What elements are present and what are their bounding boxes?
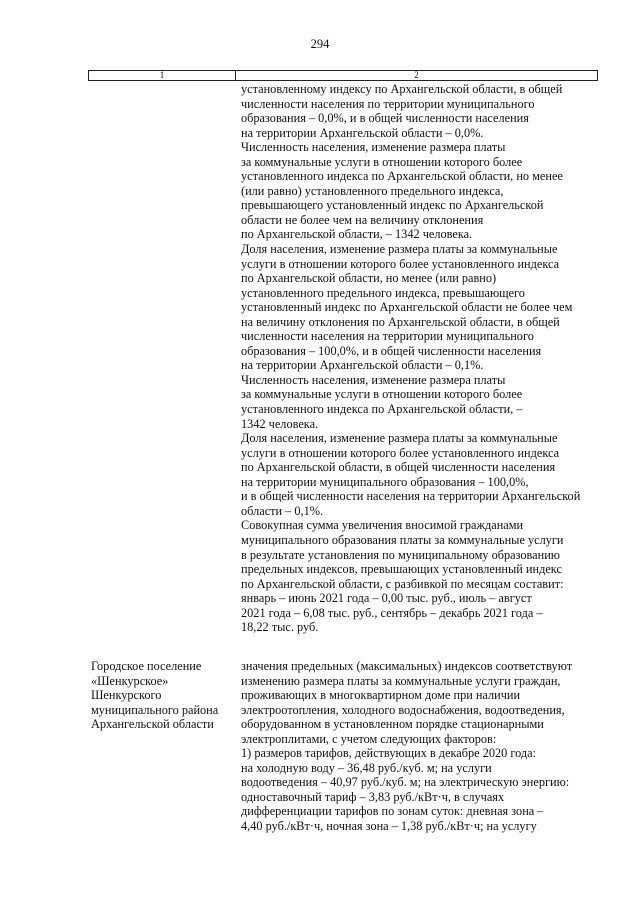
text-line: установленному индексу по Архангельской области, в общей	[241, 82, 563, 96]
text-line: области – 0,1%.	[241, 503, 324, 518]
text-line: по Архангельской области, – 1342 человека.	[241, 227, 473, 242]
text-line: одноставочный тариф – 3,83 руб./кВт·ч, в случаях	[241, 789, 505, 804]
text-line: электроплитами, с учетом следующих факторов:	[241, 731, 497, 746]
text-line: 1342 человека.	[241, 416, 319, 431]
text-line: услуги в отношении которого более установленного индекса	[241, 256, 560, 271]
text-line: 4,40 руб./кВт·ч, ночная зона – 1,38 руб./кВт·ч; на услугу	[241, 819, 537, 834]
text-line: на территории Архангельской области – 0,0%.	[241, 125, 484, 140]
text-line: январь – июнь 2021 года – 0,00 тыс. руб., июль – август	[241, 591, 532, 606]
municipality-line: Архангельской области	[91, 717, 214, 732]
column-number-1: 1	[89, 71, 236, 80]
text-line: образования – 0,0%, и в общей численности населения	[241, 111, 529, 126]
text-line: Доля населения, изменение размера платы за коммунальные	[241, 242, 558, 257]
text-line: водоотведения – 40,97 руб./куб. м; на электрическую энергию:	[241, 775, 570, 790]
text-line: на территории Архангельской области – 0,1%.	[241, 358, 484, 373]
text-line: численности населения по территории муниципального	[241, 96, 535, 111]
text-line: в результате установления по муниципальному образованию	[241, 547, 560, 562]
text-line: по Архангельской области, но менее (или равно)	[241, 271, 497, 286]
text-line: проживающих в многоквартирном доме при наличии	[241, 688, 521, 703]
text-line: оборудованном в установленном порядке стационарными	[241, 717, 544, 732]
text-line: области не более чем на величину отклонения	[241, 212, 484, 227]
text-line: установленного предельного индекса, превышающего	[241, 285, 525, 300]
text-line: изменению размера платы за коммунальные услуги граждан,	[241, 673, 561, 688]
continuation-text-block	[241, 82, 601, 635]
text-line: электроотопления, холодного водоснабжения, водоотведения,	[241, 702, 565, 717]
text-line: Доля населения, изменение размера платы за коммунальные	[241, 431, 558, 446]
municipality-line: муниципального района	[91, 702, 219, 717]
text-line: по Архангельской области, в общей численности населения	[241, 460, 556, 475]
text-line: за коммунальные услуги в отношении которого более	[241, 387, 523, 402]
text-line: 2021 года – 6,08 тыс. руб., сентябрь – декабрь 2021 года –	[241, 605, 543, 620]
municipality-description	[241, 659, 601, 834]
text-line: по Архангельской области, с разбивкой по месяцам составит:	[241, 576, 564, 591]
text-line: (или равно) установленного предельного индекса,	[241, 183, 504, 198]
text-line: Численность населения, изменение размера платы	[241, 140, 506, 155]
text-line: Совокупная сумма увеличения вносимой гражданами	[241, 518, 524, 533]
text-line: за коммунальные услуги в отношении которого более	[241, 154, 523, 169]
text-line: численности населения на территории муниципального	[241, 329, 534, 344]
text-line: предельных индексов, превышающих установленный индекс	[241, 562, 562, 577]
text-line: образования – 100,0%, и в общей численности населения	[241, 343, 542, 358]
text-line: на территории муниципального образования – 100,0%,	[241, 474, 529, 489]
text-line: на холодную воду – 36,48 руб./куб. м; на услуги	[241, 760, 492, 775]
page-number: 294	[310, 37, 330, 51]
text-line: превышающего установленный индекс по Архангельской	[241, 198, 544, 213]
municipality-line: Городское поселение	[91, 659, 202, 673]
text-line: установленный индекс по Архангельской области не более чем	[241, 300, 573, 315]
text-line: установленного индекса по Архангельской области, но менее	[241, 169, 563, 184]
text-line: услуги в отношении которого более установленного индекса	[241, 445, 560, 460]
text-line: на величину отклонения по Архангельской области, в общей	[241, 314, 560, 329]
text-line: значения предельных (максимальных) индексов соответствуют	[241, 659, 573, 673]
column-number-2: 2	[414, 70, 419, 80]
text-line: 1) размеров тарифов, действующих в декабре 2020 года:	[241, 746, 537, 761]
municipality-line: Шенкурского	[91, 688, 162, 703]
text-line: 18,22 тыс. руб.	[241, 620, 319, 635]
text-line: Численность населения, изменение размера платы	[241, 372, 506, 387]
text-line: дифференциации тарифов по зонам суток: дневная зона –	[241, 804, 544, 819]
text-line: и в общей численности населения на территории Архангельской	[241, 489, 581, 504]
table-header-row	[88, 70, 598, 81]
municipality-name	[91, 659, 237, 732]
text-line: установленного индекса по Архангельской области, –	[241, 402, 523, 417]
municipality-line: «Шенкурское»	[91, 673, 169, 688]
text-line: муниципального образования платы за коммунальные услуги	[241, 532, 564, 547]
